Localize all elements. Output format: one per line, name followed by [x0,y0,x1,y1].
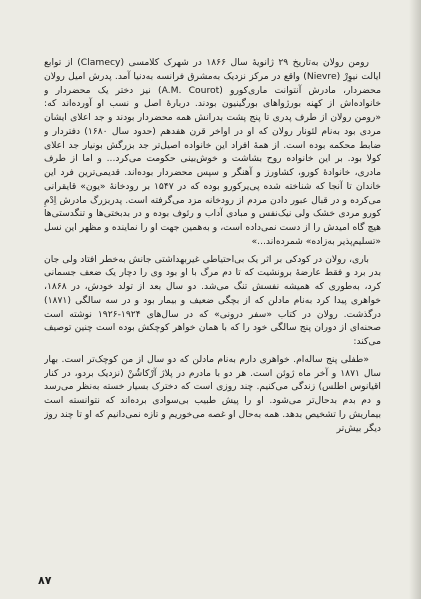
paragraph-2: باری، رولان در کودکی بر اثر یک بی‌احتیاطی غیربهداشتی جانش به‌خطر افتاد ولی جان بدر برد و فقط عارضهٔ برونشیت که تا دم مرگ با او بود وی را دچار یک ضعف جسمانی کرد، به‌طوری که همیشه نفسش تنگ می‌شد. دو سال بعد از تولد خودش، در ۱۸۶۸، خواهری پیدا کرد به‌نام مادلن که از بچگی ضعیف و بیمار بود و در سه سالگی (۱۸۷۱) درگذشت. رولان در کتاب «سفر درونی» که در سال‌های ۱۹۲۴-۱۹۲۶ نوشته است صحنه‌ای از دوران پنج سالگی خود را که با همان خواهر کوچکش بوده است چنین توصیف می‌کند: [44,253,381,347]
paragraph-3: «طفلی پنج ساله‌ام. خواهری دارم به‌نام مادلن که دو سال از من کوچک‌تر است. بهار سال ۱۸۷۱ و آخر ماه ژوئن است. هر دو با مادرم در پلاژ آرْکاشُنْ (نزدیک بردو، در کنار اقیانوس اطلس) زندگی می‌کنیم. چند روزی است که دخترک بسیار خسته به‌نظر می‌رسد و دم بدم بدحال‌تر می‌شود. او را پیش طبیب بی‌سوادی برده‌اند که نتوانسته است بیماریش را تشخیص بدهد. همه به‌حال او غصه می‌خوریم و تازه نمی‌دانیم که او تا چند روز دیگر بیش‌تر [44,353,381,434]
page-number: ۸۷ [38,574,52,587]
body-text [44,56,381,576]
binding-shadow [409,0,421,599]
paragraph-1: رومن رولان به‌تاریخ ۲۹ ژانویهٔ سال ۱۸۶۶ در شهرک کلامسی (Clamecy) از توابع ایالت نیوِرْ (Nievre) واقع در مرکز نزدیک به‌مشرق فرانسه به‌دنیا آمد. پدرش امیل رولان محضردار، مادرش آنتوانت ماری‌کورو (A.M. Courot) نیز دختر یک محضردار و خانواده‌اش از کهنه بورژواهای بورگینیون بودند. دربارهٔ اصل و نسب او آورده‌اند که: «رومن رولان از طرف پدری تا پنج پشت بدرانش همه محضردار بودند و جد اعلای ایشان مردی بود به‌نام لئونار رولان که او در اواخر قرن هفدهم (حدود سال ۱۶۸۰) دفتردار و ضابط محکمه بوده است. از همهٔ افراد این خانواده اصیل‌تر جد بزرگش بونیار جد اعلای کولا بود. بر این خانواده روح بشاشت و خوش‌بینی حکومت می‌کرد... و اما از طرف مادری، خانوادهٔ کورو، کشاورز و آهنگر و سپس محضردار بوده‌اند. قدیمی‌ترین فرد این خاندان تا آنجا که شناخته شده پی‌یرکورو بوده که در ۱۵۴۷ بر رودخانهٔ «یون» قایقرانی می‌کرده و در قبال عبور دادن مردم از رودخانه مزد می‌گرفته است. پدربزرگ مادرش اِدْمِ کورو مردی خشک ولی نیک‌نفس و مبادی آداب و رئوف بوده و در بدبختی‌ها و تنگدستی‌ها هیچ گاه امیدش را از دست نمی‌داده است، و به‌همین جهت او را نماینده و مظهر این نسل «تسلیم‌پذیر به‌زاده» شمرده‌اند...» [44,57,381,247]
